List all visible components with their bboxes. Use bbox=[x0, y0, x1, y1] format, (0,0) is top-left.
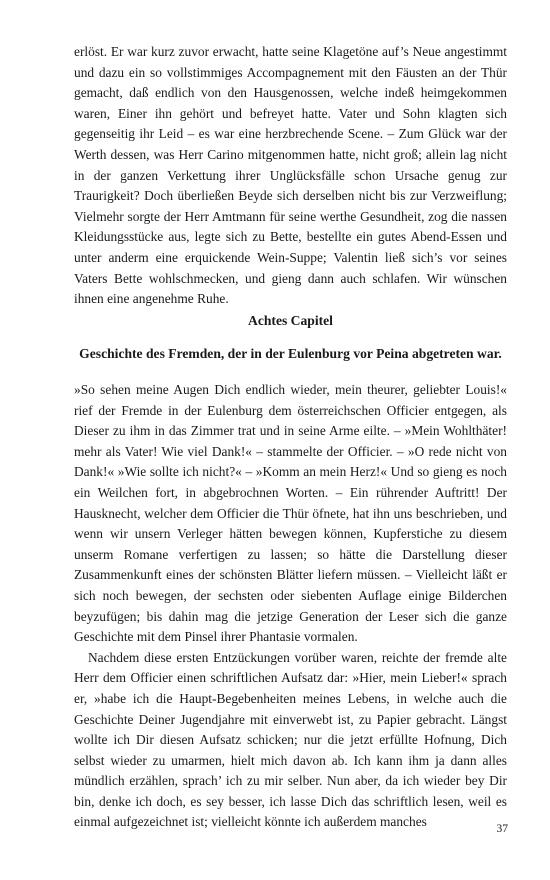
chapter-subtitle: Geschichte des Fremden, der in der Eulenburg vor Peina abgetreten war. bbox=[79, 346, 502, 361]
text-block-chapter bbox=[74, 380, 507, 833]
paragraph: »So sehen meine Augen Dich endlich wieder, mein theurer, geliebter Louis!« rief der Fremde in der Eulenburg dem österreichschen Officier entgegen, als Dieser zu ihm in das Zimmer trat und in seine Arme eilte. – »Mein Wohlthäter! mehr als Vater! Wie viel Dank!« – stammelte der Officier. – »O rede nicht von Dank!« »Wie sollte ich nicht?« – »Komm an mein Herz!« Und so gieng es noch ein Weilchen fort, in abgebrochnen Worten. – Ein rührender Auftritt! Der Hausknecht, welcher dem Officier die Thür öfnete, hat ihn uns beschrieben, und wenn wir unsern Verleger hätten bewegen können, Kupferstiche zu diesem unserm Romane verfertigen zu lassen; so hätte die Darstellung dieser Zusammenkunft eines der schönsten Blätter liefern müssen. – Vielleicht läßt er sich noch bewegen, der sechsten oder siebenten Auflage einige Bilderchen beyzufügen; bis dahin mag die jetzige Generation der Leser sich die ganze Geschichte mit dem Pinsel ihrer Phantasie vormalen. bbox=[74, 382, 507, 645]
text-block-top bbox=[74, 42, 507, 310]
chapter-title: Achtes Capitel bbox=[248, 313, 333, 328]
paragraph: Nachdem diese ersten Entzückungen vorüber waren, reichte der fremde alte Herr dem Officier einen schriftlichen Aufsatz dar: »Hier, mein Lieber!« sprach er, »habe ich die Haupt-Begebenheiten meines Lebens, in welche auch die Geschichte Deiner Jugendjahre mit einverwebt ist, zu Papier gebracht. Längst wollte ich Dir diesen Aufsatz schicken; nur die jetzt erfüllte Hofnung, Dich selbst wieder zu umarmen, hielt mich davon ab. Ich kann ihm ja dann alles mündlich erzählen, sprach’ ich zu mir selber. Nun aber, da ich wieder bey Dir bin, denke ich doch, es sey besser, ich lasse Dich das schriftlich lesen, weil es einmal aufgezeichnet ist; vielleicht könnte ich außerdem manches bbox=[74, 649, 507, 830]
page-number: 37 bbox=[496, 823, 508, 835]
paragraph: erlöst. Er war kurz zuvor erwacht, hatte seine Klagetöne auf’s Neue angestimmt und dazu ein so vollstimmiges Accompagnement mit den Fäusten an der Thür gemacht, daß endlich von den Hausgenossen, welche indeß heimgekommen waren, Einer ihn gehört und befreyet hatte. Vater und Sohn klagten sich gegenseitig ihr Leid – es war eine herzbrechende Scene. – Zum Glück war der Werth dessen, was Herr Carino mitgenommen hatte, nicht groß; allein lag nicht in der ganzen Verkettung ihrer Unglücksfälle schon Ursache genug zur Traurigkeit? Doch überließen Beyde sich derselben nicht bis zur Verzweiflung; Vielmehr sorgte der Herr Amtmann für seine werthe Gesundheit, zog die nassen Kleidungsstücke aus, legte sich zu Bette, bestellte ein gutes Abend-Essen und unter anderm eine erquickende Wein-Suppe; Valentin ließ sich’s vor seines Vaters Bette wohlschmecken, und gieng dann auch schlafen. Wir wünschen ihnen eine angenehme Ruhe. bbox=[74, 44, 507, 307]
